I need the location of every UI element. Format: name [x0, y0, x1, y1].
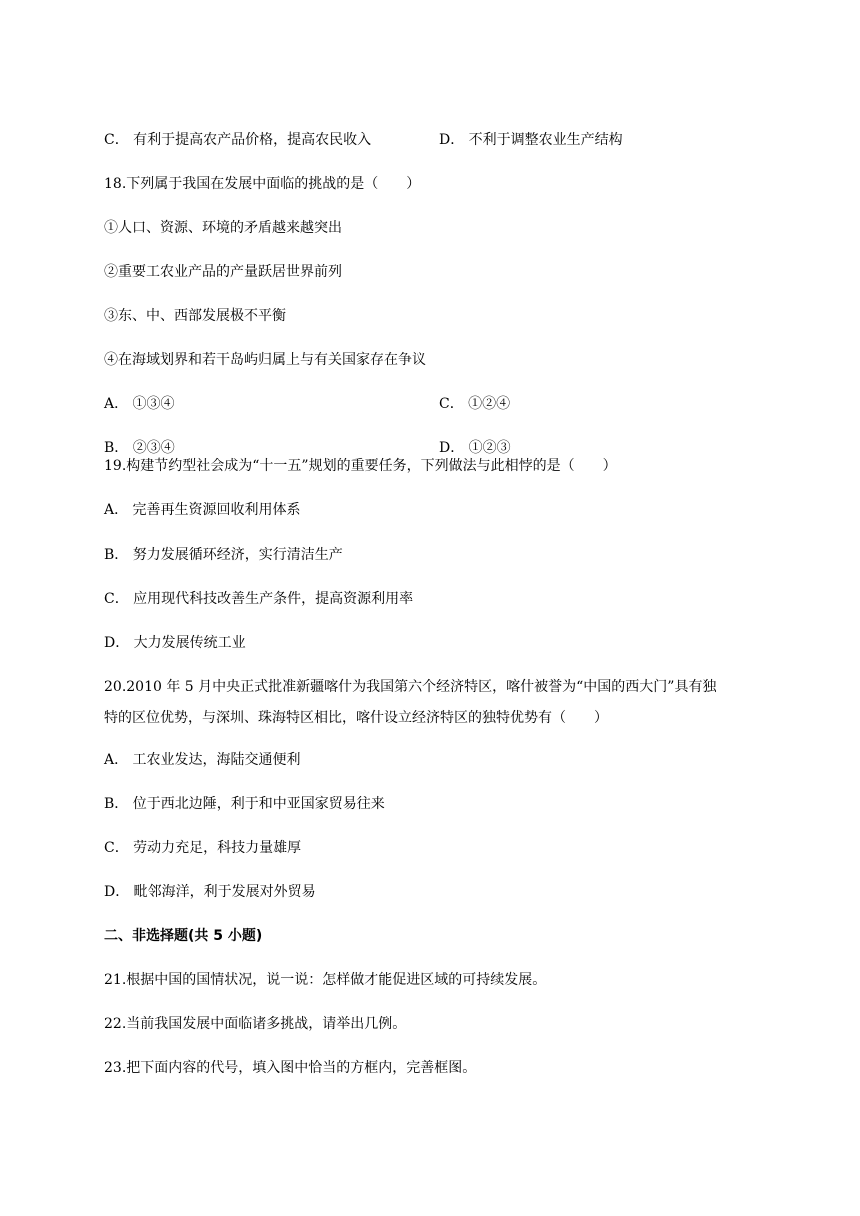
q18-item-2: ②重要工农业产品的产量跃居世界前列	[104, 264, 342, 280]
q17-option-d: D． 不利于调整农业生产结构	[439, 132, 623, 148]
q20-option-a: A． 工农业发达，海陆交通便利	[104, 752, 301, 768]
q20-stem-line1: 20.2010 年 5 月中央正式批准新疆喀什为我国第六个经济特区，喀什被誉为“中国的西大门”具有独	[104, 679, 717, 695]
q18-option-d: D． ①②③	[439, 440, 511, 456]
q22-stem: 22.当前我国发展中面临诸多挑战，请举出几例。	[104, 1016, 407, 1032]
q17-option-c: C． 有利于提高农产品价格，提高农民收入	[104, 132, 372, 148]
q18-item-3: ③东、中、西部发展极不平衡	[104, 308, 286, 324]
q19-option-a: A． 完善再生资源回收利用体系	[104, 502, 301, 518]
q18-stem: 18.下列属于我国在发展中面临的挑战的是（ ）	[104, 176, 421, 192]
q18-item-4: ④在海域划界和若干岛屿归属上与有关国家存在争议	[104, 352, 426, 368]
q20-stem-line2: 特的区位优势，与深圳、珠海特区相比，喀什设立经济特区的独特优势有（ ）	[104, 710, 608, 726]
q20-option-c: C． 劳动力充足，科技力量雄厚	[104, 840, 302, 856]
q23-stem: 23.把下面内容的代号，填入图中恰当的方框内，完善框图。	[104, 1060, 477, 1076]
q19-option-d: D． 大力发展传统工业	[104, 635, 246, 651]
q20-option-d: D． 毗邻海洋，利于发展对外贸易	[104, 884, 316, 900]
q18-item-1: ①人口、资源、环境的矛盾越来越突出	[104, 220, 342, 236]
q20-option-b: B． 位于西北边陲，利于和中亚国家贸易往来	[104, 796, 385, 812]
q18-option-c: C． ①②④	[439, 396, 511, 412]
q19-option-c: C． 应用现代科技改善生产条件，提高资源利用率	[104, 591, 414, 607]
q19-stem: 19.构建节约型社会成为“十一五”规划的重要任务，下列做法与此相悖的是（ ）	[104, 458, 617, 474]
q21-stem: 21.根据中国的国情状况，说一说：怎样做才能促进区域的可持续发展。	[104, 972, 547, 988]
q18-option-a: A． ①③④	[104, 396, 175, 412]
section-2-heading: 二、非选择题(共 5 小题)	[104, 928, 263, 944]
q18-option-b: B． ②③④	[104, 440, 175, 456]
q19-option-b: B． 努力发展循环经济，实行清洁生产	[104, 547, 343, 563]
